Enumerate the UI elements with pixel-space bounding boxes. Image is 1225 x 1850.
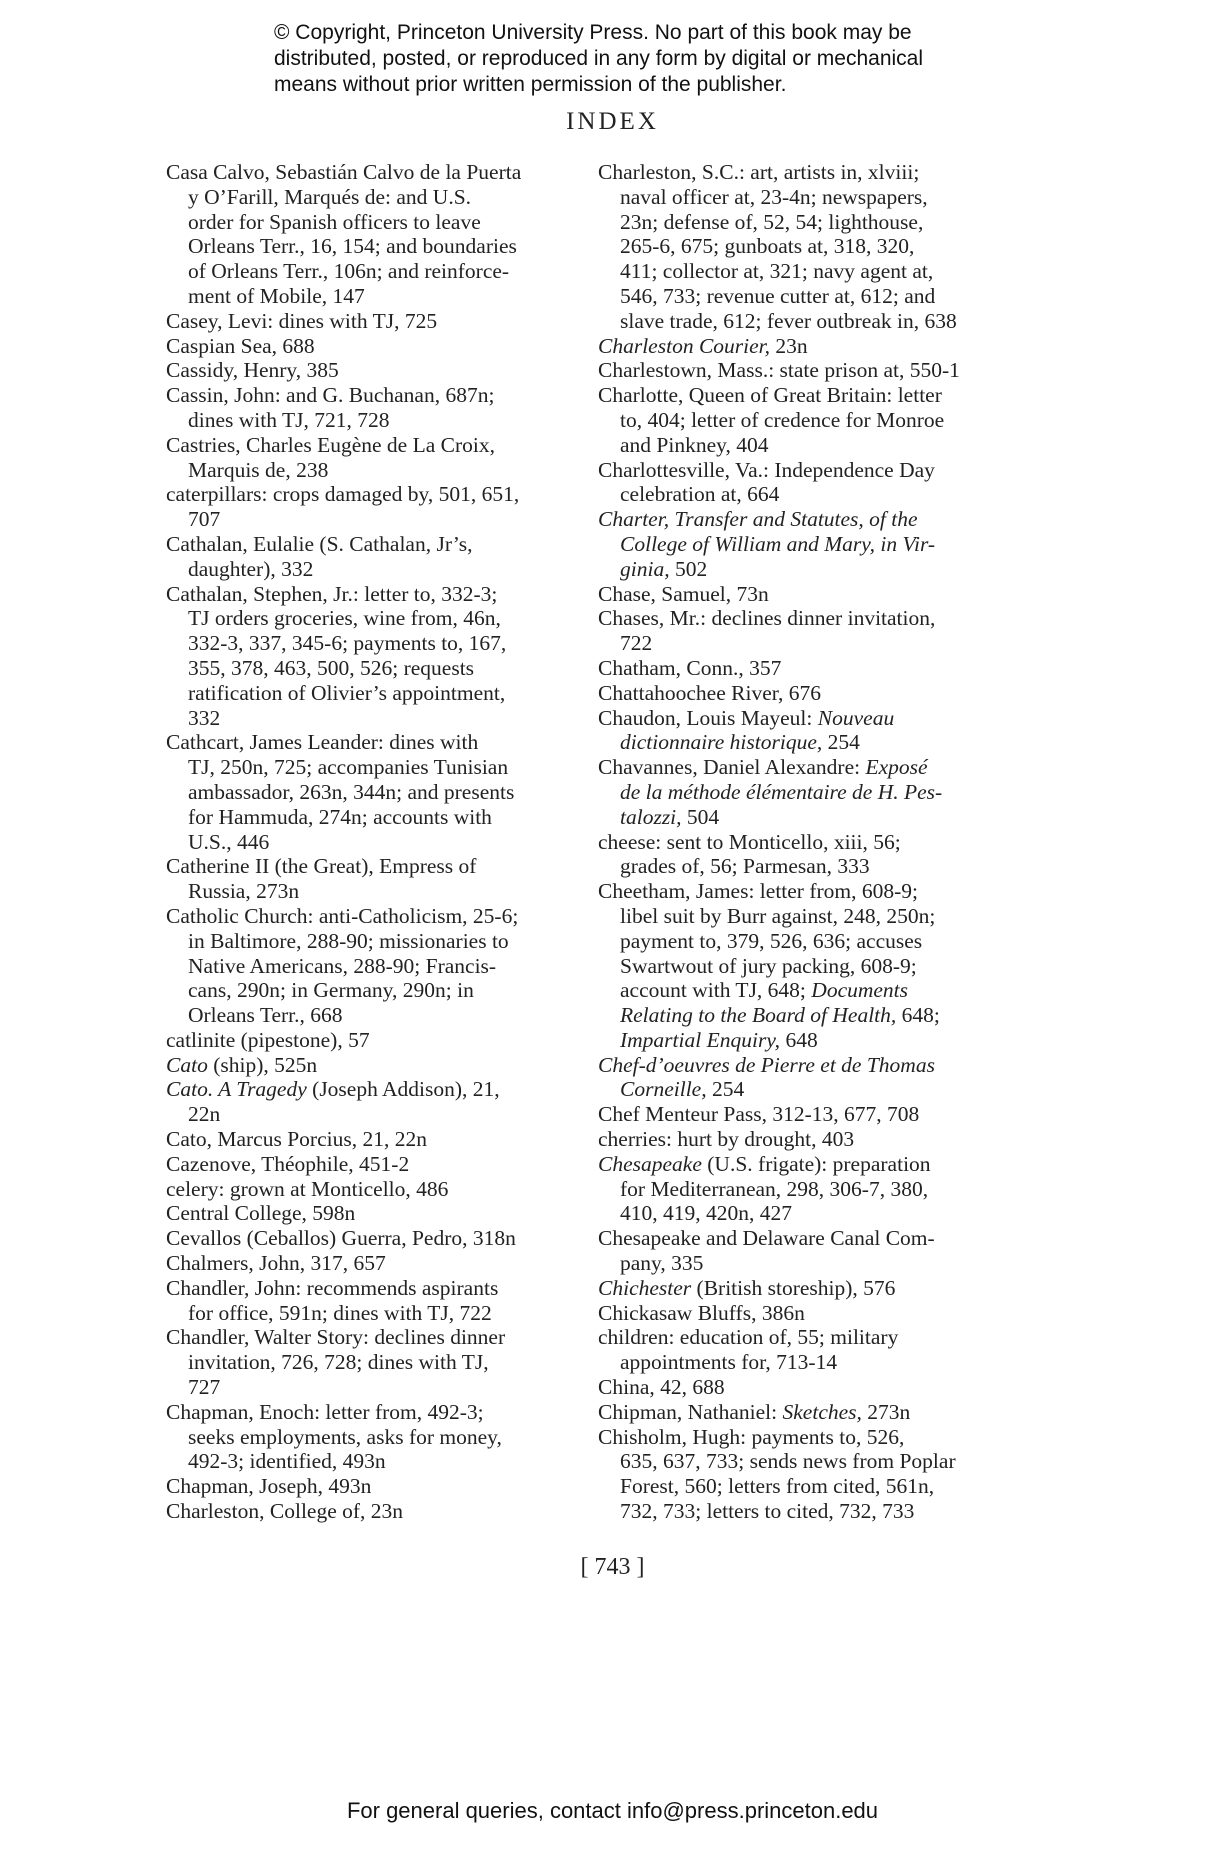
entry-text: seeks employments, asks for money,	[188, 1424, 502, 1449]
index-entry	[166, 1077, 596, 1127]
index-entry	[166, 532, 596, 582]
index-entry-line	[166, 1474, 596, 1499]
entry-text: Native Americans, 288-90; Francis-	[188, 953, 497, 978]
index-entry-continuation	[166, 631, 596, 656]
entry-text: Orleans Terr., 16, 154; and boundaries	[188, 234, 517, 259]
index-entry-line	[166, 433, 596, 458]
index-entry-continuation	[598, 904, 1028, 929]
entry-text: for office, 591n; dines with TJ, 722	[188, 1300, 492, 1325]
entry-text: cherries: hurt by drought, 403	[598, 1127, 855, 1152]
index-entry	[598, 830, 1028, 880]
index-entry-continuation	[166, 557, 596, 582]
index-entry	[598, 1425, 1028, 1524]
entry-text: Cassin, John: and G. Buchanan, 687n;	[166, 383, 495, 408]
index-entry	[598, 383, 1028, 457]
index-entry	[598, 681, 1028, 706]
entry-text: Cato, Marcus Porcius, 21, 22n	[166, 1127, 427, 1152]
index-entry	[166, 904, 596, 1028]
index-entry	[598, 507, 1028, 581]
entry-text: Cevallos (Ceballos) Guerra, Pedro, 318n	[166, 1226, 516, 1251]
index-entry	[598, 1375, 1028, 1400]
entry-text: Chapman, Joseph, 493n	[166, 1474, 372, 1499]
entry-text: Charleston, College of, 23n	[166, 1499, 404, 1524]
index-entry	[166, 1127, 596, 1152]
index-entry-line	[598, 656, 1028, 681]
entry-text: Caspian Sea, 688	[166, 333, 315, 358]
index-entry-line	[166, 1177, 596, 1202]
entry-text: 504	[681, 804, 720, 829]
index-entry-continuation	[166, 507, 596, 532]
entry-text: payment to, 379, 526, 636; accuses	[620, 928, 923, 953]
index-entry	[166, 334, 596, 359]
index-entry-continuation	[598, 234, 1028, 259]
index-entry-line	[166, 1077, 596, 1102]
index-entry-continuation	[166, 656, 596, 681]
entry-text: TJ, 250n, 725; accompanies Tunisian	[188, 755, 509, 780]
index-entry-line	[166, 1053, 596, 1078]
index-entry	[598, 606, 1028, 656]
entry-text: cans, 290n; in Germany, 290n; in	[188, 978, 474, 1003]
index-entry-line	[598, 1400, 1028, 1425]
entry-text: Marquis de, 238	[188, 457, 329, 482]
index-entry-continuation	[598, 1201, 1028, 1226]
entry-text: children: education of, 55; military	[598, 1325, 899, 1350]
entry-text: caterpillars: crops damaged by, 501, 651,	[166, 482, 520, 507]
index-entry-continuation	[166, 978, 596, 1003]
footer-contact: For general queries, contact info@press.princeton.edu	[346, 1798, 879, 1823]
index-entry-line	[166, 334, 596, 359]
entry-text: (U.S. frigate): preparation	[701, 1151, 931, 1176]
italic-title: ginia,	[620, 556, 670, 581]
entry-text: Chavannes, Daniel Alexandre:	[598, 755, 866, 780]
index-entry-continuation	[598, 259, 1028, 284]
entry-text: Cathcart, James Leander: dines with	[166, 730, 479, 755]
index-entry-line	[598, 706, 1028, 731]
index-entry-continuation	[166, 185, 596, 210]
entry-text: slave trade, 612; fever outbreak in, 638	[620, 308, 957, 333]
index-entry-continuation	[166, 1425, 596, 1450]
index-entry-line	[598, 755, 1028, 780]
entry-text: Charlottesville, Va.: Independence Day	[598, 457, 935, 482]
entry-text: Chandler, Walter Story: declines dinner	[166, 1325, 506, 1350]
entry-text: Chattahoochee River, 676	[598, 680, 822, 705]
index-entry-continuation	[598, 284, 1028, 309]
index-entry-continuation	[598, 805, 1028, 830]
index-entry-line	[166, 309, 596, 334]
index-entry	[598, 160, 1028, 334]
index-entry-continuation	[166, 805, 596, 830]
index-entry-line	[166, 1226, 596, 1251]
index-entry	[598, 1301, 1028, 1326]
index-entry-continuation	[598, 482, 1028, 507]
index-entry	[166, 1028, 596, 1053]
index-entry-line	[166, 1127, 596, 1152]
entry-text: Orleans Terr., 668	[188, 1003, 343, 1028]
entry-text: Chases, Mr.: declines dinner invitation,	[598, 606, 936, 631]
index-entry-continuation	[598, 730, 1028, 755]
entry-text: Chef Menteur Pass, 312-13, 677, 708	[598, 1102, 920, 1127]
index-entry	[598, 1226, 1028, 1276]
index-entry-continuation	[598, 309, 1028, 334]
index-entry	[166, 1474, 596, 1499]
index-entry	[598, 1325, 1028, 1375]
entry-text: for Hammuda, 274n; accounts with	[188, 804, 492, 829]
italic-title: Charleston Courier,	[598, 333, 771, 358]
entry-text: Cathalan, Stephen, Jr.: letter to, 332-3;	[166, 581, 498, 606]
entry-text: dines with TJ, 721, 728	[188, 407, 390, 432]
index-entry-line	[598, 358, 1028, 383]
entry-text: 727	[188, 1375, 221, 1400]
index-entry	[598, 1152, 1028, 1226]
index-entry	[598, 1127, 1028, 1152]
entry-text: Chalmers, John, 317, 657	[166, 1251, 386, 1276]
index-entry	[166, 1226, 596, 1251]
entry-text: Cathalan, Eulalie (S. Cathalan, Jr’s,	[166, 531, 473, 556]
index-entry	[598, 755, 1028, 829]
index-entry-continuation	[598, 210, 1028, 235]
index-entry-continuation	[166, 929, 596, 954]
entry-text: 332	[188, 705, 221, 730]
index-entry	[598, 1102, 1028, 1127]
index-entry-continuation	[166, 1003, 596, 1028]
index-entry-line	[166, 1028, 596, 1053]
index-entry-continuation	[598, 408, 1028, 433]
index-entry-continuation	[598, 978, 1028, 1003]
entry-text: order for Spanish officers to leave	[188, 209, 481, 234]
index-entry	[598, 656, 1028, 681]
index-entry-continuation	[166, 606, 596, 631]
index-entry-continuation	[598, 1474, 1028, 1499]
entry-text: libel suit by Burr against, 248, 250n;	[620, 903, 936, 928]
entry-text: Swartwout of jury packing, 608-9;	[620, 953, 917, 978]
entry-text: 722	[620, 631, 653, 656]
index-entry	[166, 383, 596, 433]
index-entry-continuation	[598, 854, 1028, 879]
index-entry-line	[166, 730, 596, 755]
index-entry	[598, 582, 1028, 607]
italic-title: Exposé	[865, 755, 928, 780]
page-title: INDEX	[566, 108, 659, 135]
entry-text: (British storeship), 576	[691, 1275, 896, 1300]
entry-text: of Orleans Terr., 106n; and reinforce-	[188, 259, 510, 284]
entry-text: 254	[822, 730, 860, 755]
index-entry	[166, 309, 596, 334]
index-entry-continuation	[166, 284, 596, 309]
index-entry-continuation	[166, 954, 596, 979]
entry-text: 492-3; identified, 493n	[188, 1449, 386, 1474]
index-entry-line	[598, 1425, 1028, 1450]
entry-text: 22n	[188, 1102, 221, 1127]
entry-text: Chandler, John: recommends aspirants	[166, 1275, 499, 1300]
copyright-line: means without prior written permission of the publisher.	[274, 73, 787, 96]
index-entry-continuation	[598, 532, 1028, 557]
index-entry	[598, 358, 1028, 383]
entry-text: catlinite (pipestone), 57	[166, 1027, 370, 1052]
index-entry-line	[598, 383, 1028, 408]
index-entry-continuation	[598, 1077, 1028, 1102]
entry-text: Charlotte, Queen of Great Britain: letter	[598, 383, 942, 408]
entry-text: 732, 733; letters to cited, 732, 733	[620, 1499, 915, 1524]
entry-text: celebration at, 664	[620, 482, 780, 507]
italic-title: Charter, Transfer and Statutes, of the	[598, 507, 918, 532]
index-entry-line	[598, 1127, 1028, 1152]
index-entry	[166, 730, 596, 854]
index-entry-line	[598, 458, 1028, 483]
index-entry-line	[598, 1152, 1028, 1177]
index-entry-continuation	[166, 780, 596, 805]
index-entry-continuation	[598, 1350, 1028, 1375]
entry-text: U.S., 446	[188, 829, 270, 854]
index-entry-continuation	[598, 1177, 1028, 1202]
index-entry-line	[598, 1325, 1028, 1350]
index-entry-line	[166, 482, 596, 507]
entry-text: celery: grown at Monticello, 486	[166, 1176, 449, 1201]
index-entry-continuation	[598, 1028, 1028, 1053]
entry-text: Chase, Samuel, 73n	[598, 581, 769, 606]
entry-text: invitation, 726, 728; dines with TJ,	[188, 1350, 489, 1375]
index-entry	[166, 1053, 596, 1078]
index-column-left	[166, 160, 596, 1524]
italic-title: Nouveau	[817, 705, 895, 730]
entry-text: grades of, 56; Parmesan, 333	[620, 854, 870, 879]
entry-text: Forest, 560; letters from cited, 561n,	[620, 1474, 935, 1499]
entry-text: Catholic Church: anti-Catholicism, 25-6;	[166, 903, 519, 928]
italic-title: Relating to the Board of Health,	[620, 1003, 897, 1028]
index-entry	[166, 160, 596, 309]
index-entry	[166, 358, 596, 383]
index-entry-line	[166, 160, 596, 185]
index-entry	[166, 1177, 596, 1202]
entry-text: 546, 733; revenue cutter at, 612; and	[620, 283, 936, 308]
copyright-line: distributed, posted, or reproduced in any form by digital or mechanical	[274, 47, 924, 70]
entry-text: Casa Calvo, Sebastián Calvo de la Puerta	[166, 160, 522, 184]
index-entry-continuation	[166, 234, 596, 259]
index-entry-line	[166, 532, 596, 557]
index-entry-continuation	[166, 706, 596, 731]
index-entry-line	[598, 1053, 1028, 1078]
italic-title: Sketches,	[782, 1399, 862, 1424]
copyright-line: © Copyright, Princeton University Press. No part of this book may be	[274, 21, 912, 44]
entry-text: 411; collector at, 321; navy agent at,	[620, 259, 934, 284]
index-entry	[166, 1499, 596, 1524]
entry-text: 648;	[896, 1003, 940, 1028]
index-entry-line	[166, 854, 596, 879]
italic-title: dictionnaire historique,	[620, 730, 823, 755]
index-column-right	[598, 160, 1028, 1524]
entry-text: 502	[669, 556, 708, 581]
entry-text: 23n	[770, 333, 808, 358]
index-entry-continuation	[166, 1350, 596, 1375]
index-entry-line	[166, 1499, 596, 1524]
index-entry-line	[166, 1152, 596, 1177]
index-entry-continuation	[166, 755, 596, 780]
index-entry	[166, 582, 596, 731]
index-entry-continuation	[598, 1449, 1028, 1474]
entry-text: 355, 378, 463, 500, 526; requests	[188, 655, 475, 680]
entry-text: ment of Mobile, 147	[188, 283, 365, 308]
entry-text: 648	[780, 1027, 818, 1052]
index-entry-line	[598, 681, 1028, 706]
index-entry-line	[166, 1251, 596, 1276]
italic-title: Cato. A Tragedy	[166, 1077, 307, 1102]
entry-text: 254	[706, 1077, 745, 1102]
index-entry-continuation	[166, 1375, 596, 1400]
index-entry-line	[598, 507, 1028, 532]
index-entry-line	[166, 582, 596, 607]
italic-title: Documents	[811, 978, 909, 1003]
entry-text: 332-3, 337, 345-6; payments to, 167,	[188, 631, 507, 656]
entry-text: China, 42, 688	[598, 1375, 725, 1400]
index-entry-line	[598, 334, 1028, 359]
italic-title: College of William and Mary, in Vir-	[620, 531, 936, 556]
entry-text: ratification of Olivier’s appointment,	[188, 680, 506, 705]
entry-text: daughter), 332	[188, 556, 314, 581]
index-entry-continuation	[598, 1003, 1028, 1028]
index-entry-continuation	[598, 780, 1028, 805]
index-entry-line	[598, 582, 1028, 607]
index-entry-line	[166, 1276, 596, 1301]
index-entry	[598, 334, 1028, 359]
index-entry-line	[166, 1400, 596, 1425]
entry-text: (ship), 525n	[207, 1052, 318, 1077]
entry-text: Charlestown, Mass.: state prison at, 550-1	[598, 358, 960, 383]
index-entry	[166, 1276, 596, 1326]
index-entry-continuation	[166, 408, 596, 433]
entry-text: and Pinkney, 404	[620, 432, 769, 457]
index-entry-continuation	[166, 830, 596, 855]
index-entry-line	[598, 1102, 1028, 1127]
index-entry	[166, 1400, 596, 1474]
copyright-notice	[274, 20, 1034, 98]
index-entry-continuation	[166, 681, 596, 706]
index-entry-continuation	[166, 1449, 596, 1474]
entry-text: appointments for, 713-14	[620, 1350, 838, 1375]
entry-text: Catherine II (the Great), Empress of	[166, 854, 477, 879]
italic-title: Corneille,	[620, 1077, 707, 1102]
entry-text: Cassidy, Henry, 385	[166, 358, 339, 383]
index-entry-line	[598, 1375, 1028, 1400]
index-entry-continuation	[166, 259, 596, 284]
index-entry-continuation	[598, 557, 1028, 582]
entry-text: Central College, 598n	[166, 1201, 356, 1226]
index-entry-continuation	[598, 929, 1028, 954]
index-entry-continuation	[598, 954, 1028, 979]
entry-text: (Joseph Addison), 21,	[306, 1077, 500, 1102]
index-entry-line	[598, 160, 1028, 185]
italic-title: Cato	[166, 1052, 208, 1077]
entry-text: Russia, 273n	[188, 879, 300, 904]
index-entry-continuation	[166, 458, 596, 483]
index-entry	[166, 854, 596, 904]
italic-title: Chef-d’oeuvres de Pierre et de Thomas	[598, 1052, 935, 1077]
entry-text: 410, 419, 420n, 427	[620, 1201, 792, 1226]
entry-text: 23n; defense of, 52, 54; lighthouse,	[620, 209, 924, 234]
entry-text: Chaudon, Louis Mayeul:	[598, 705, 818, 730]
index-entry	[166, 433, 596, 483]
entry-text: Chickasaw Bluffs, 386n	[598, 1300, 805, 1325]
italic-title: de la méthode élémentaire de H. Pes-	[620, 779, 943, 804]
index-entry-line	[166, 358, 596, 383]
italic-title: Chesapeake	[598, 1151, 702, 1176]
entry-text: naval officer at, 23-4n; newspapers,	[620, 184, 928, 209]
index-entry-line	[166, 904, 596, 929]
index-entry-continuation	[166, 1301, 596, 1326]
entry-text: to, 404; letter of credence for Monroe	[620, 407, 945, 432]
entry-text: ambassador, 263n, 344n; and presents	[188, 779, 515, 804]
index-entry-continuation	[598, 1499, 1028, 1524]
index-entry-line	[598, 1226, 1028, 1251]
index-entry-line	[598, 606, 1028, 631]
index-entry-line	[598, 879, 1028, 904]
entry-text: 635, 637, 733; sends news from Poplar	[620, 1449, 956, 1474]
index-entry	[166, 1201, 596, 1226]
entry-text: pany, 335	[620, 1251, 704, 1276]
entry-text: y O’Farill, Marqués de: and U.S.	[188, 184, 472, 209]
index-entry-line	[166, 1201, 596, 1226]
index-entry-line	[166, 1325, 596, 1350]
index-entry-line	[598, 1301, 1028, 1326]
index-entry	[166, 1325, 596, 1399]
index-entry	[598, 879, 1028, 1053]
entry-text: Chisholm, Hugh: payments to, 526,	[598, 1424, 905, 1449]
entry-text: in Baltimore, 288-90; missionaries to	[188, 928, 509, 953]
index-entry	[598, 1400, 1028, 1425]
entry-text: Chapman, Enoch: letter from, 492-3;	[166, 1399, 484, 1424]
index-entry	[598, 1053, 1028, 1103]
entry-text: Chesapeake and Delaware Canal Com-	[598, 1226, 935, 1251]
entry-text: Chipman, Nathaniel:	[598, 1399, 783, 1424]
index-entry-line	[598, 1276, 1028, 1301]
index-entry-continuation	[598, 185, 1028, 210]
index-entry-line	[598, 830, 1028, 855]
index-entry-continuation	[598, 433, 1028, 458]
index-entry-continuation	[598, 1251, 1028, 1276]
italic-title: Impartial Enquiry,	[620, 1027, 781, 1052]
index-entry	[166, 1152, 596, 1177]
entry-text: 265-6, 675; gunboats at, 318, 320,	[620, 234, 915, 259]
entry-text: 707	[188, 507, 221, 532]
index-entry	[166, 1251, 596, 1276]
page-number: [ 743 ]	[580, 1554, 645, 1580]
italic-title: Chichester	[598, 1275, 692, 1300]
entry-text: Cheetham, James: letter from, 608-9;	[598, 879, 919, 904]
index-entry	[166, 482, 596, 532]
entry-text: Cazenove, Théophile, 451-2	[166, 1151, 410, 1176]
entry-text: Charleston, S.C.: art, artists in, xlviii;	[598, 160, 920, 184]
entry-text: Chatham, Conn., 357	[598, 655, 782, 680]
index-entry-continuation	[166, 879, 596, 904]
index-entry	[598, 458, 1028, 508]
entry-text: account with TJ, 648;	[620, 978, 812, 1003]
entry-text: TJ orders groceries, wine from, 46n,	[188, 606, 501, 631]
entry-text: Casey, Levi: dines with TJ, 725	[166, 308, 438, 333]
index-entry-continuation	[598, 631, 1028, 656]
index-entry	[598, 1276, 1028, 1301]
entry-text: Castries, Charles Eugène de La Croix,	[166, 432, 495, 457]
index-entry-line	[166, 383, 596, 408]
index-entry	[598, 706, 1028, 756]
entry-text: for Mediterranean, 298, 306-7, 380,	[620, 1176, 929, 1201]
italic-title: talozzi,	[620, 804, 682, 829]
index-entry-continuation	[166, 1102, 596, 1127]
index-entry-continuation	[166, 210, 596, 235]
entry-text: cheese: sent to Monticello, xiii, 56;	[598, 829, 901, 854]
entry-text: 273n	[861, 1399, 911, 1424]
